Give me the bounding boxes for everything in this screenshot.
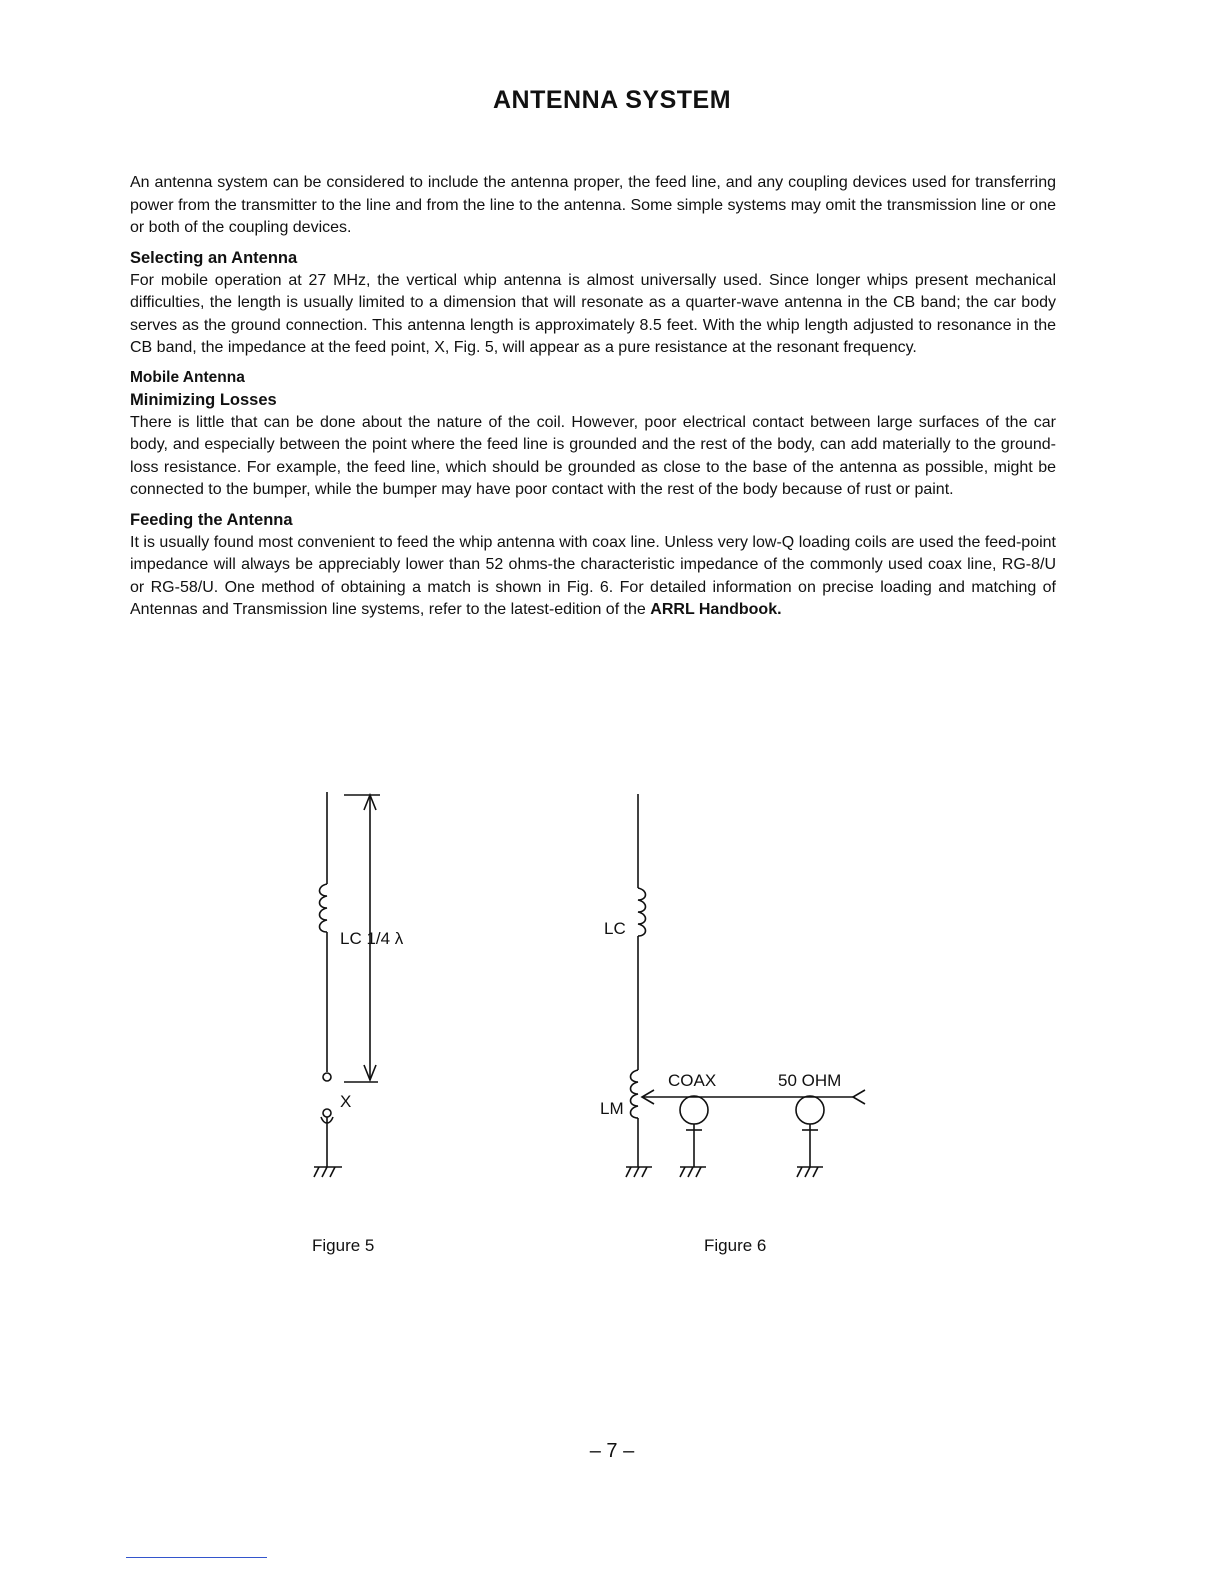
figure5-caption: Figure 5 (312, 1236, 375, 1255)
figure6-matching-coil (631, 1070, 639, 1118)
figure6-coil-label: LC (604, 919, 626, 938)
footer-rule (126, 1557, 267, 1558)
feeding-heading: Feeding the Antenna (130, 510, 293, 529)
feeding-paragraph (130, 532, 1056, 622)
coax-connector-2 (796, 1096, 824, 1124)
minimizing-paragraph: There is little that can be done about the nature of the coil. However, poor electrical contact between large surfaces of the car body, and especially between the point where the feed line is grounded and the rest of the body, can add materially to the ground-loss resistance. For example, the feed line, which should be grounded as close to the base of the antenna as possible, might be connected to the bumper, while the bumper may have poor contact with the rest of the body because of rust or paint. (130, 413, 1056, 498)
selecting-heading: Selecting an Antenna (130, 248, 298, 267)
selecting-paragraph: For mobile operation at 27 MHz, the vertical whip antenna is almost universally used. Since longer whips present mechanical difficulties, the length is usually limited to a dimension that will resonate as a quarter-wave antenna in the CB band; the car body serves as the ground connection. This antenna length is approximately 8.5 feet. With the whip length adjusted to resonance in the CB band, the impedance at the feed point, X, Fig. 5, will appear as a pure resistance at the resonant frequency. (130, 271, 1056, 356)
minimizing-heading: Minimizing Losses (130, 390, 277, 409)
figure6-coax-line (642, 1090, 865, 1167)
page-title: ANTENNA SYSTEM (492, 86, 732, 114)
figure6-loading-coil (638, 888, 646, 936)
figure5-whip-antenna (320, 792, 334, 1167)
figure6-caption: Figure 6 (704, 1236, 767, 1255)
figure6-ohm-label: 50 OHM (778, 1071, 842, 1090)
figure6-coax-label: COAX (668, 1071, 717, 1090)
antenna-diagrams (290, 780, 910, 1190)
figure6-ground-symbols (626, 1167, 823, 1177)
page-number: – 7 – (589, 1440, 635, 1462)
figure6-whip-antenna (631, 794, 646, 1167)
mobile-heading: Mobile Antenna (130, 368, 245, 386)
figure6-match-coil-label: LM (600, 1099, 624, 1118)
figure5-loading-coil (320, 884, 328, 932)
coax-connector-1 (680, 1096, 708, 1124)
figure5-coil-label: LC 1/4 λ (340, 929, 404, 948)
document-body (130, 172, 1056, 629)
arrl-handbook-emphasis: ARRL Handbook. (650, 601, 782, 618)
figure5-feed-point-label: X (340, 1092, 352, 1111)
feeding-text: It is usually found most convenient to feed the whip antenna with coax line. Unless very low-Q loading coils are used the feed-point impedance will always be appreciably lower than 52 ohms-the characteristic impedance of the commonly used coax line, RG-8/U or RG-58/U. One method of obtaining a match is shown in Fig. 6. For detailed information on precise loading and matching of Antennas and Transmission line systems, refer to the latest-edition of the (130, 533, 1056, 618)
intro-paragraph: An antenna system can be considered to include the antenna proper, the feed line, and any coupling devices used for transferring power from the transmitter to the line and from the line to the antenna. Some simple systems may omit the transmission line or one or both of the coupling devices. (130, 174, 1056, 236)
figure5-ground-symbol (314, 1167, 342, 1177)
